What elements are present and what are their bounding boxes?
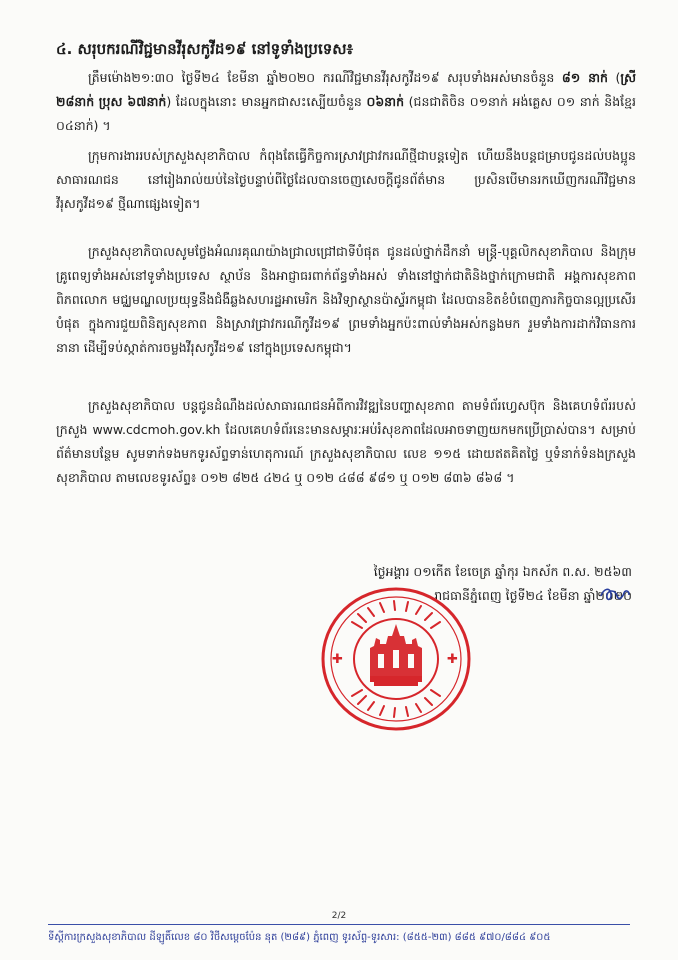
case-summary-intro: ត្រឹមម៉ោង២១:៣០ ថ្ងៃទី២៤ ខែមីនា ឆ្នាំ២០២០ ករណីវិជ្ជមានវីរុសកូវីដ១៩ សរុបទាំងអស់មានចំនួន [88,70,562,85]
signature-mark [598,584,632,604]
page-number: 2/2 [331,911,347,921]
case-summary-end: (ជនជាតិចិន ០១នាក់ អង់គ្លេស ០១ នាក់ និងខ្មែរ ០៤នាក់) ។ [56,94,636,133]
svg-text:✚: ✚ [332,652,343,667]
total-cases: ៨១ នាក់ [561,70,608,85]
paragraph-gratitude: ក្រសួងសុខាភិបាលសូមថ្លែងអំណរគុណយ៉ាងជ្រាលជ្រៅជាទីបំផុត ជូនដល់ថ្នាក់ដឹកនាំ មន្ត្រី-បុគ្គលិកសុខាភិបាល និងក្រុមគ្រូពេទ្យទាំងអស់នៅទូទាំងប្រទេស ស្ថាប័ន និងអាជ្ញាធរពាក់ព័ន្ធទាំងអស់ ទាំងនៅថ្នាក់ជាតិនិងថ្នាក់ក្រោមជាតិ អង្គការសុខភាពពិភពលោក មជ្ឈមណ្ឌលប្រយុទ្ធនឹងជំងឺឆ្លងសហរដ្ឋអាមេរិក និងវិទ្យាស្ថានប៉ាស្ទ័រកម្ពុជា ដែលបានខិតខំបំពេញភារកិច្ចបានល្អប្រសើរបំផុត ក្នុងការជួយពិនិត្យសុខភាព និងស្រាវជ្រាវករណីកូវីដ១៩ ព្រមទាំងអ្នកប៉ះពាល់ទាំងអស់កន្លងមក រួមទាំងការដាក់វិធានការនានា ដើម្បីទប់ស្កាត់ការចម្លងវីរុសកូវីដ១៩ នៅក្នុងប្រទេសកម្ពុជា។ [56,244,636,355]
svg-text:✚: ✚ [447,652,458,667]
female-cases: ស្រី ២៨នាក់ [56,70,636,109]
footer-divider [48,924,630,925]
recovered-cases: ០៦នាក់ [366,94,405,109]
solar-date: រាជធានីភ្នំពេញ ថ្ងៃទី២៤ ខែមីនា ឆ្នាំ២០២០ [434,588,632,603]
footer-address: ទីស្តីការក្រសួងសុខាភិបាល ដីឡូតិ៍លេខ ៨០ វិថីសម្ដេចប៉ែន នុត (២៨៩) ភ្នំពេញ ទូរស័ព្ទ-ទូរសារ: (៨៥៥-២៣) ៨៨៥ ៩៧០/៨៨៤ ៩០៥ [48,932,551,943]
lunar-date: ថ្ងៃអង្គារ ០១កើត ខែចេត្រ ឆ្នាំកុរ ឯកស័ក ព.ស. ២៥៦៣ [373,564,632,579]
male-cases: ប្រុស ៦៧នាក់ [98,94,167,109]
case-summary-mid: ) ដែលក្នុងនោះ មានអ្នកជាសះស្បើយចំនួន [166,94,367,109]
paragraph-case-summary [56,66,636,140]
paragraph-ongoing-research: ក្រុមការងាររបស់ក្រសួងសុខាភិបាល កំពុងតែធ្វើកិច្ចការស្រាវជ្រាវករណីថ្មីជាបន្តទៀត ហើយនឹងបន្តជម្រាបជូនដល់បងប្អូនសាធារណជន នៅរៀងរាល់យប់នៃថ្ងៃបន្ទាប់ពីថ្ងៃដែលបានចេញសេចក្តីជូនព័ត៌មាន ប្រសិនបើមានរកឃើញករណីវិជ្ជមានវីរុសកូវីដ១៩ ថ្មីណាផ្សេងទៀត។ [56,148,636,211]
section-heading: ៤. សរុបករណីវិជ្ជមានវីរុសកូវីដ១៩ នៅទូទាំងប្រទេស៖ [56,40,354,58]
paragraph-contact-info: ក្រសួងសុខាភិបាល បន្តជូនដំណឹងដល់សាធារណជនអំពីការវិវឌ្ឍនៃបញ្ហាសុខភាព តាមទំព័រហ្វេសប៊ុក និងគេហទំព័ររបស់ក្រសួង www.cdcmoh.gov.kh ដែលគេហទំព័រនេះមានសម្ភារៈអប់រំសុខភាពដែលអាចទាញយកមកប្រើប្រាស់បាន។ សម្រាប់ព័ត៌មានបន្ថែម សូមទាក់ទងមកទូរស័ព្ទទាន់ហេតុការណ៍ ក្រសួងសុខាភិបាល លេខ ១១៥ ដោយឥតគិតថ្លៃ ឬទំនាក់ទំនងក្រសួងសុខាភិបាល តាមលេខទូរស័ព្ទ៖ ០១២ ៨២៥ ៤២៤ ឬ ០១២ ៤៨៨ ៩៨១ ឬ ០១២ ៨៣៦ ៨៦៨ ។ [56,398,636,485]
case-summary-open: ( [607,70,621,85]
ministry-seal [318,584,474,734]
